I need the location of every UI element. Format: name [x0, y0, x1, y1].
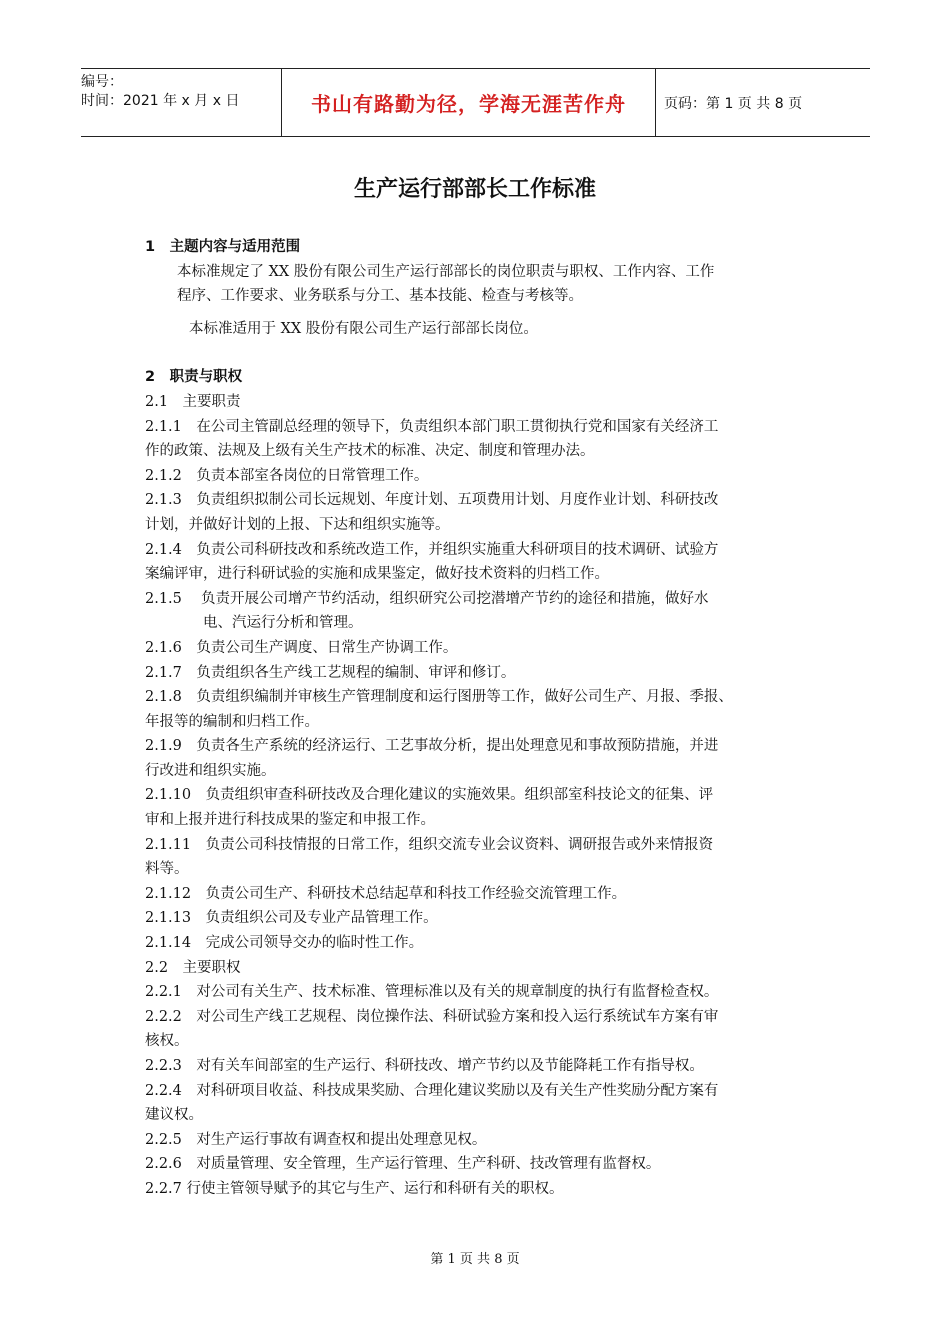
clause-line: 作的政策、法规及上级有关生产技术的标准、决定、制度和管理办法。 — [145, 443, 595, 460]
clause-line: 2.1.1 在公司主管副总经理的领导下，负责组织本部门职工贯彻执行党和国家有关经济工 — [145, 418, 719, 435]
clause-line: 行改进和组织实施。 — [145, 762, 276, 779]
clause-line: 2.2.1 对公司有关生产、技术标准、管理标准以及有关的规章制度的执行有监督检查权。 — [145, 984, 719, 1001]
subsection-heading: 2.1 主要职责 — [145, 393, 241, 410]
clause-line: 2.2.6 对质量管理、安全管理，生产运行管理、生产科研、技改管理有监督权。 — [145, 1156, 661, 1173]
paragraph: 程序、工作要求、业务联系与分工、基本技能、检查与考核等。 — [177, 288, 583, 305]
clause-line: 料等。 — [145, 861, 189, 878]
clause-line: 2.1.13 负责组织公司及专业产品管理工作。 — [145, 910, 438, 927]
clause-line: 2.2.4 对科研项目收益、科技成果奖励、合理化建议奖励以及有关生产性奖励分配方案有 — [145, 1082, 719, 1099]
clause-line: 2.1.12 负责公司生产、科研技术总结起草和科技工作经验交流管理工作。 — [145, 885, 627, 902]
document-body — [145, 235, 825, 1202]
clause-line: 2.2.2 对公司生产线工艺规程、岗位操作法、科研试验方案和投入运行系统试车方案有审 — [145, 1008, 719, 1025]
clause-line: 2.1.6 负责公司生产调度、日常生产协调工作。 — [145, 639, 458, 656]
clause-line: 2.1.10 负责组织审查科研技改及合理化建议的实施效果。组织部室科技论文的征集、评 — [145, 787, 714, 804]
clause-line: 案编评审，进行科研试验的实施和成果鉴定，做好技术资料的归档工作。 — [145, 566, 609, 583]
clause-line: 2.1.5 负责开展公司增产节约活动，组织研究公司挖潜增产节约的途径和措施，做好水 — [145, 590, 709, 607]
page-header — [81, 68, 870, 137]
time-label: 时间：2021 年 x 月 x 日 — [81, 93, 240, 109]
clause-line: 2.2.7 行使主管领导赋予的其它与生产、运行和科研有关的职权。 — [145, 1180, 564, 1197]
clause-line: 2.2.5 对生产运行事故有调查权和提出处理意见权。 — [145, 1131, 487, 1148]
clause-line: 建议权。 — [145, 1107, 203, 1124]
clause-line: 年报等的编制和归档工作。 — [145, 713, 319, 730]
motto-text: 书山有路勤为径，学海无涯苦作舟 — [311, 92, 626, 116]
header-motto-cell — [281, 69, 656, 136]
section-2-heading: 2 职责与职权 — [145, 369, 243, 386]
clause-line: 2.1.2 负责本部室各岗位的日常管理工作。 — [145, 467, 429, 484]
clause-line: 2.1.8 负责组织编制并审核生产管理制度和运行图册等工作，做好公司生产、月报、季报、 — [145, 689, 733, 706]
clause-line: 2.2.3 对有关车间部室的生产运行、科研技改、增产节约以及节能降耗工作有指导权。 — [145, 1058, 704, 1074]
clause-line: 2.1.4 负责公司科研技改和系统改造工作，并组织实施重大科研项目的技术调研、试验方 — [145, 541, 719, 558]
page-footer: 第 1 页 共 8 页 — [430, 1252, 520, 1267]
clause-line: 计划，并做好计划的上报、下达和组织实施等。 — [145, 516, 450, 533]
clause-line: 2.1.3 负责组织拟制公司长远规划、年度计划、五项费用计划、月度作业计划、科研技改 — [145, 492, 719, 509]
paragraph: 本标准规定了 XX 股份有限公司生产运行部部长的岗位职责与职权、工作内容、工作 — [177, 263, 715, 280]
document-title: 生产运行部部长工作标准 — [353, 177, 596, 202]
clause-line: 核权。 — [145, 1033, 189, 1050]
code-label: 编号： — [81, 74, 123, 90]
clause-line: 审和上报并进行科技成果的鉴定和申报工作。 — [145, 812, 435, 829]
clause-line: 2.1.11 负责公司科技情报的日常工作，组织交流专业会议资料、调研报告或外来情报资 — [145, 836, 714, 853]
clause-line: 2.1.14 完成公司领导交办的临时性工作。 — [145, 935, 424, 952]
section-1-heading: 1 主题内容与适用范围 — [145, 239, 301, 255]
paragraph: 本标准适用于 XX 股份有限公司生产运行部部长岗位。 — [189, 320, 538, 337]
clause-line: 2.1.7 负责组织各生产线工艺规程的编制、审评和修订。 — [145, 664, 516, 681]
clause-line: 2.1.9 负责各生产系统的经济运行、工艺事故分析，提出处理意见和事故预防措施，并进 — [145, 738, 719, 755]
header-meta — [81, 69, 281, 136]
header-page-info — [664, 69, 870, 136]
clause-line: 电、汽运行分析和管理。 — [203, 615, 363, 632]
page-info-text: 页码：第 1 页 共 8 页 — [664, 95, 803, 112]
subsection-heading: 2.2 主要职权 — [145, 959, 241, 976]
